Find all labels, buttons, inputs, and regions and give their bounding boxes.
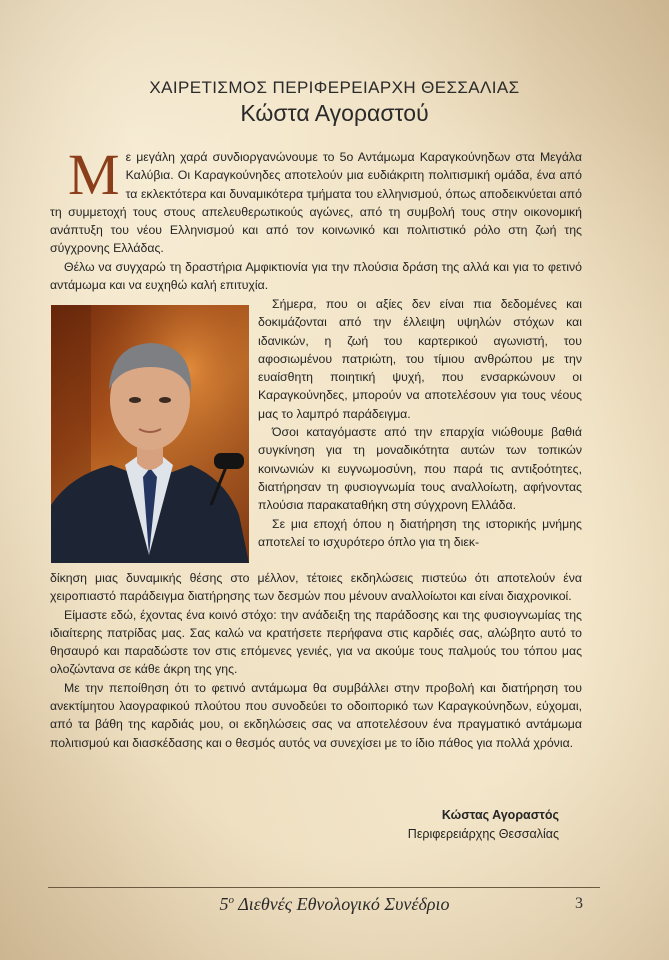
paragraph: Σε μια εποχή όπου η διατήρηση της ιστορικής μνήμης αποτελεί το ισχυρότερο όπλο για τη διεκ- bbox=[258, 516, 582, 549]
author-heading: Κώστα Αγοραστού bbox=[240, 100, 429, 126]
paragraph: Θέλω να συγχαρώ τη δραστήρια Αμφικτιονία για την πλούσια δράση της αλλά και για το φετινό αντάμωμα και να ευχηθώ καλή επιτυχία. bbox=[50, 259, 582, 293]
footer-ordinal: ο bbox=[228, 894, 235, 906]
signature-name: Κώστας Αγοραστός bbox=[441, 808, 559, 822]
greeting-heading: ΧΑΙΡΕΤΙΣΜΟΣ ΠΕΡΙΦΕΡΕΙΑΡΧΗ ΘΕΣΣΑΛΙΑΣ bbox=[149, 78, 520, 97]
drop-cap: Μ bbox=[68, 142, 120, 207]
side-column-text bbox=[258, 295, 582, 551]
paragraph: Είμαστε εδώ, έχοντας ένα κοινό στόχο: την ανάδειξη της παράδοσης και της φυσιογνωμίας της ιδιαίτερης πατρίδας μας. Σας καλώ να κρατήσετε περήφανα στις καρδιές σας, αλώβητο αυτό το θησαυρό και παραδώστε τον στις επόμενες γενιές, για να ακούμε τους παλμούς του τόπου μας ολοζώντανα σε κάθε άκρη της γης. bbox=[50, 607, 582, 677]
footer-number: 5 bbox=[219, 894, 229, 914]
paragraph: ε μεγάλη χαρά συνδιοργανώνουμε το 5ο Αντάμωμα Καραγκούνηδων στα Μεγάλα Καλύβια. Οι Καραγκούνηδες αποτελούν μια ευδιάκριτη πολιτισμική ομάδα, ένα από τα εκλεκτότερα και δυναμικότερα τμήματα του ελληνισμού, όπως αποδεικνύεται από τη συμμετοχή τους στους απελευθερωτικούς αγώνες, από τη συμβολή τους στην οικονομική ανάπτυξη του νέου Ελληνισμού και από τον κοινωνικό και πολιτιστικό ρόλο στη ζωή της σύγχρονης Ελλάδας. bbox=[50, 150, 582, 256]
portrait-illustration bbox=[51, 305, 249, 563]
paragraph: δίκηση μιας δυναμικής θέσης στο μέλλον, τέτοιες εκδηλώσεις πιστεύω ότι αποτελούν ένα χειροπιαστό παράδειγμα διατήρησης των δεσμών που μένουν αναλλοίωτοι και είναι διαχρονικοί. bbox=[50, 571, 582, 604]
intro-text bbox=[50, 142, 582, 294]
closing-text bbox=[50, 569, 582, 752]
footer-text: Διεθνές Εθνολογικό Συνέδριο bbox=[234, 894, 450, 914]
portrait-photo bbox=[51, 305, 249, 563]
paragraph: Σήμερα, που οι αξίες δεν είναι πια δεδομένες και δοκιμάζονται από την έλλειψη υψηλών στόχων και ιδανικών, η ζωή του καρτερικού αγωνιστή, του αφοσιωμένου πατριώτη, του τίμιου ανθρώπου με την ευαίσθητη ποιητική ψυχή, που ενσαρκώνουν οι Καραγκούνηδες, μπορούν να αποτελέσουν για τους νέους μας το λαμπρό παράδειγμα. bbox=[258, 297, 582, 421]
signature-block bbox=[408, 806, 559, 844]
paragraph: Όσοι καταγόμαστε από την επαρχία νιώθουμε βαθιά συγκίνηση για τη μοναδικότητα αυτών των τοπικών κοινωνιών κι ευγνωμοσύνη, που παρά τις αντιξοότητες, διατήρησαν τη φυσιογνωμία τους αναλλοίωτη, αφήνοντας πλούσια παρακαταθήκη στη σύγχρονη Ελλάδα. bbox=[258, 425, 582, 513]
page-number: 3 bbox=[575, 895, 583, 912]
paragraph: Με την πεποίθηση ότι το φετινό αντάμωμα θα συμβάλλει στην προβολή και διατήρηση του ανεκτίμητου λαογραφικού πλούτου που συνοδεύει το οδοιπορικό των Καραγκούνηδων, εύχομαι, από τα βάθη της καρδιάς μου, οι εκδηλώσεις σας να αποτελέσουν ένα πραγματικό αντάμωμα πολιτισμού και διασκέδασης και ο θεσμός αυτός να συνεχίσει με το ίδιο πάθος για πολλά χρόνια. bbox=[50, 680, 582, 750]
footer-divider bbox=[48, 887, 600, 888]
signature-role: Περιφερειάρχης Θεσσαλίας bbox=[407, 827, 559, 841]
footer-conference-title bbox=[0, 894, 669, 915]
